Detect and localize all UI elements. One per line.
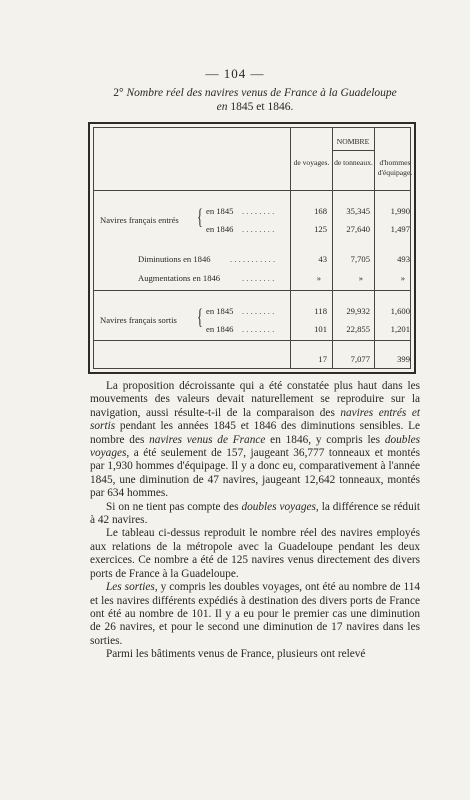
text-run: La proposition décroissante qui a été constatée plus haut dans les mouvements des valeurs devait naturellement se reproduire sur la navigation, aussi résulte-t-il de la comparaison des <box>90 380 420 419</box>
header-voyages: de voyages. <box>293 158 330 167</box>
row-year: en 1845 <box>206 306 234 316</box>
cell-voyages: 17 <box>318 354 327 364</box>
cell-voyages: 168 <box>314 206 327 216</box>
page-number: — 104 — <box>205 66 265 81</box>
cell-hommes: 1,600 <box>390 306 410 316</box>
cell-hommes: 1,990 <box>390 206 410 216</box>
cell-hommes: » <box>400 273 405 283</box>
paragraph-5: Parmi les bâtiments venus de France, plusieurs ont relevé <box>106 648 366 661</box>
cell-tonneaux: 35,345 <box>346 206 370 216</box>
leader-dots: . . . . . . . . <box>242 306 275 316</box>
text-run: , la différence se réduit à 42 navires. <box>90 500 421 527</box>
cell-tonneaux: 7,077 <box>350 354 370 364</box>
cell-tonneaux: 29,932 <box>346 306 370 316</box>
total-rule <box>94 340 410 341</box>
header-tonneaux: de tonneaux. <box>334 158 373 167</box>
text-run-italic: navires entrés et sortis <box>90 406 420 433</box>
row-year: en 1845 <box>206 206 234 216</box>
label-augmentations: Augmentations en 1846 <box>138 273 221 283</box>
leader-dots: . . . . . . . . <box>242 224 275 234</box>
text-run: Si on ne tient pas compte des <box>106 500 242 513</box>
paragraph-1 <box>90 380 420 501</box>
text-run-italic: doubles voyages <box>241 500 316 513</box>
text-run: en 1846, y compris les <box>265 433 385 446</box>
leader-dots: . . . . . . . . <box>242 324 275 334</box>
leader-dots: . . . . . . . . <box>242 273 275 283</box>
cell-tonneaux: » <box>358 273 363 283</box>
label-diminutions: Diminutions en 1846 <box>138 254 211 264</box>
title-prefix: 2° <box>113 87 127 99</box>
brace-sortis: { <box>197 304 203 329</box>
brace-entres: { <box>197 204 203 229</box>
cell-voyages: 118 <box>314 306 327 316</box>
cell-voyages: 101 <box>314 324 327 334</box>
mid-rule <box>94 290 410 291</box>
table-inner <box>93 127 411 369</box>
title-line2-italic: en <box>216 101 228 113</box>
cell-hommes: 1,497 <box>390 224 410 234</box>
cell-hommes: 1,201 <box>390 324 410 334</box>
leader-dots: . . . . . . . . . . . <box>230 254 276 264</box>
header-rule <box>332 150 374 151</box>
cell-voyages: 125 <box>314 224 327 234</box>
paragraph-2 <box>90 501 420 528</box>
row-year: en 1846 <box>206 324 234 334</box>
cell-hommes: 493 <box>397 254 410 264</box>
text-run-italic: navires venus de France <box>149 433 266 446</box>
paragraph-3: Le tableau ci-dessus reproduit le nombre réel des navires employés aux relations de la métropole avec la Guadeloupe pendant les deux exercices. Ce nombre a été de 125 navires venus directement des divers ports de France à la Guadeloupe. <box>90 527 420 580</box>
cell-tonneaux: 27,640 <box>346 224 370 234</box>
label-navires-sortis: Navires français sortis <box>100 315 177 325</box>
header-nombre: NOMBRE <box>336 137 370 146</box>
text-run: pendant les années 1845 et 1846 des diminutions sensibles. Le nombre des <box>90 420 420 446</box>
header-bottom-rule <box>94 190 410 191</box>
title-years: 1845 et 1846. <box>227 101 294 113</box>
label-navires-entres: Navires français entrés <box>100 215 179 225</box>
paragraph-4 <box>90 581 420 648</box>
title-italic: Nombre réel des navires venus de France à la Guadeloupe <box>126 87 397 99</box>
text-run-italic: doubles voyages <box>90 433 420 460</box>
cell-voyages: » <box>316 273 321 283</box>
cell-tonneaux: 22,855 <box>346 324 370 334</box>
navigation-table <box>88 122 416 374</box>
text-run-italic: Les sorties <box>106 581 155 594</box>
text-run: , a été seulement de 157, jaugeant 36,777 tonneaux et montés par 1,930 hommes d'équipage. Il y a donc eu, comparativement à l'année 1845, une diminution de 47 navires, jaugeant 12,642 tonneaux, montés par 634 hommes. <box>90 447 420 500</box>
header-hommes: d'hommes d'équipage. <box>377 158 413 177</box>
row-year: en 1846 <box>206 224 234 234</box>
cell-voyages: 43 <box>318 254 327 264</box>
cell-hommes: 399 <box>397 354 410 364</box>
cell-tonneaux: 7,705 <box>350 254 370 264</box>
text-run: , y compris les doubles voyages, ont été au nombre de 114 et les navires différents expédiés à destination des divers ports de France ont été au nombre de 101. Il y a eu pour le premier cas une diminution de 26 navires, et pour le second une diminution de 17 navires dans les sorties. <box>90 581 420 647</box>
leader-dots: . . . . . . . . <box>242 206 275 216</box>
body-text <box>90 380 420 662</box>
section-title <box>90 86 420 114</box>
